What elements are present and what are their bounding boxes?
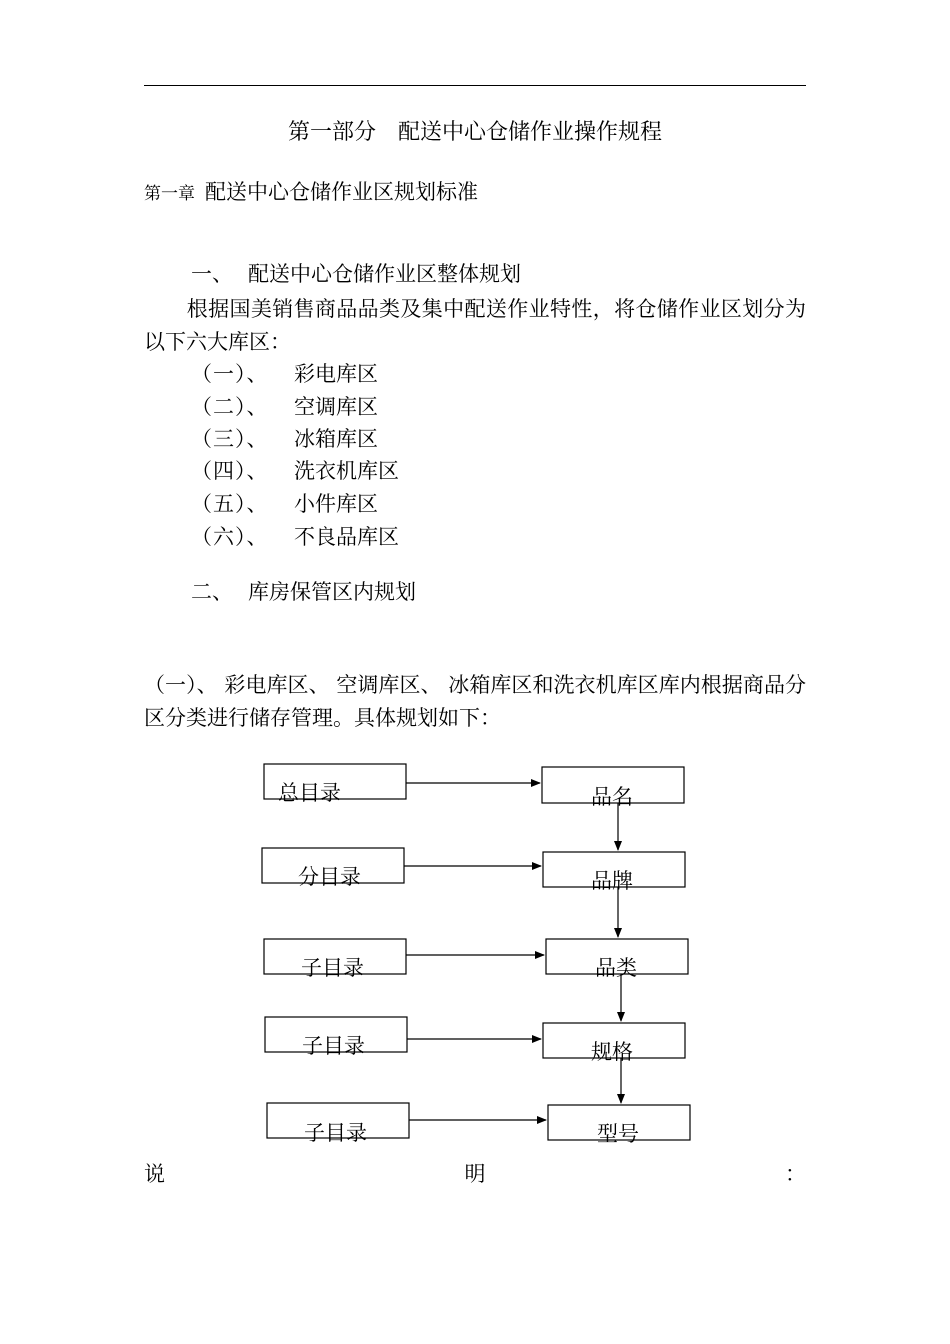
left-box xyxy=(267,1103,409,1138)
right-box-label: 型号 xyxy=(597,1122,639,1146)
chapter-label: 第一章 xyxy=(144,184,195,204)
zone-item-mark: （四）、 xyxy=(191,459,269,483)
section-2-title: 库房保管区内规划 xyxy=(248,580,416,604)
section-1-heading xyxy=(191,262,521,287)
section-2-paragraph: （一）、 彩电库区、 空调库区、 冰箱库区和洗衣机库区库内根据商品分区分类进行储存管理。具体规划如下： xyxy=(144,673,806,730)
zone-item xyxy=(191,521,399,554)
zone-item-mark: （一）、 xyxy=(191,362,269,386)
explanation-char: ： xyxy=(785,1162,806,1186)
zone-item-name: 冰箱库区 xyxy=(294,427,378,451)
right-box xyxy=(542,767,684,803)
zone-item xyxy=(191,488,378,521)
right-box xyxy=(543,852,685,887)
explanation-char: 说 xyxy=(144,1162,165,1186)
right-box-label: 品名 xyxy=(591,785,633,809)
intro-paragraph: 根据国美销售商品品类及集中配送作业特性，将仓储作业区划分为以下六大库区： xyxy=(144,297,806,354)
right-box xyxy=(543,1023,685,1058)
left-box xyxy=(264,764,406,799)
zone-item xyxy=(191,455,399,488)
right-box-label: 规格 xyxy=(591,1040,633,1064)
section-2-number: 二、 xyxy=(191,580,233,604)
left-box xyxy=(265,1017,407,1052)
section-2-heading xyxy=(191,580,416,605)
left-box-label: 子目录 xyxy=(301,956,364,980)
right-box-label: 品牌 xyxy=(591,869,633,893)
right-box xyxy=(548,1105,690,1140)
chapter-heading xyxy=(144,180,478,205)
zone-item-mark: （三）、 xyxy=(191,427,269,451)
left-box xyxy=(262,848,404,883)
header-rule xyxy=(144,85,806,86)
part-title: 第一部分 配送中心仓储作业操作规程 xyxy=(287,120,662,145)
explanation-char: 明 xyxy=(464,1162,486,1186)
zone-item xyxy=(191,391,378,424)
zone-item-mark: （六）、 xyxy=(191,525,269,549)
left-box-label: 总目录 xyxy=(278,781,341,805)
chapter-title: 配送中心仓储作业区规划标准 xyxy=(205,180,478,204)
section-1-title: 配送中心仓储作业区整体规划 xyxy=(248,262,521,286)
left-box xyxy=(264,939,406,974)
right-box-label: 品类 xyxy=(595,956,637,980)
explanation-line xyxy=(144,1158,806,1188)
section-1-number: 一、 xyxy=(191,262,233,286)
left-box-label: 子目录 xyxy=(302,1034,365,1058)
zone-item-mark: （五）、 xyxy=(191,492,269,516)
zone-item-name: 空调库区 xyxy=(294,395,378,419)
left-box-label: 子目录 xyxy=(304,1121,367,1145)
zone-item xyxy=(191,423,378,456)
zone-item-name: 洗衣机库区 xyxy=(294,459,399,483)
zone-item xyxy=(191,358,378,391)
zone-item-name: 彩电库区 xyxy=(294,362,378,386)
zone-item-name: 不良品库区 xyxy=(294,525,399,549)
zone-item-mark: （二）、 xyxy=(191,395,269,419)
left-box-label: 分目录 xyxy=(298,865,361,889)
right-box xyxy=(546,939,688,974)
zone-item-name: 小件库区 xyxy=(294,492,378,516)
